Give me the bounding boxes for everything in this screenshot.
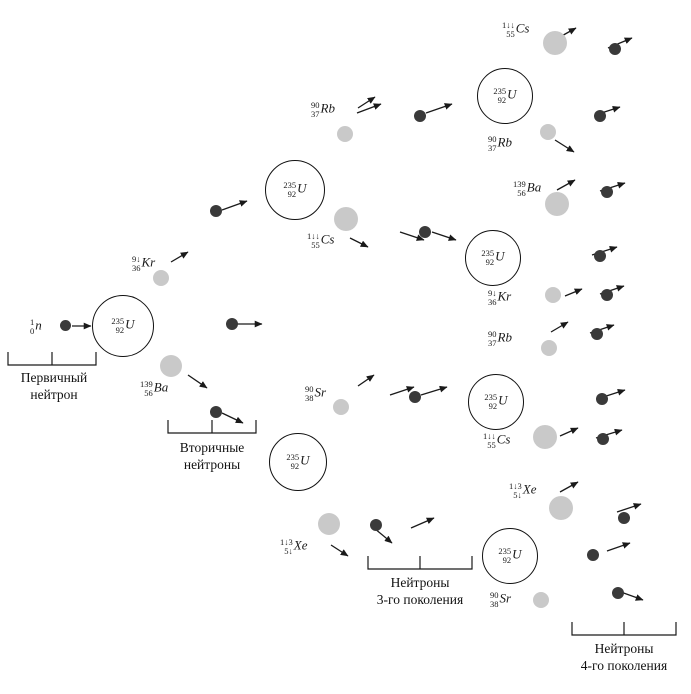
caption-gen1-line2: нейтрон bbox=[30, 386, 78, 402]
neutron bbox=[591, 328, 603, 340]
caption-gen4 bbox=[564, 641, 684, 675]
fragment-label-rb: 90 37 Rb bbox=[311, 100, 335, 119]
uranium-label: 235 92 U bbox=[286, 452, 310, 471]
fragment bbox=[333, 399, 349, 415]
fragment-label-cs: 1↓↓ 55 Cs bbox=[502, 20, 530, 39]
neutron bbox=[612, 587, 624, 599]
neutron bbox=[210, 406, 222, 418]
uranium-nucleus bbox=[482, 528, 538, 584]
fragment bbox=[540, 124, 556, 140]
neutron bbox=[409, 391, 421, 403]
uranium-label: 235 92 U bbox=[484, 392, 508, 411]
neutron bbox=[226, 318, 238, 330]
uranium-nucleus bbox=[468, 374, 524, 430]
fragment-label-cs: 1↓↓ 55 Cs bbox=[483, 431, 511, 450]
neutron bbox=[594, 250, 606, 262]
fragment-label-xe: 1↓3 5↓ Xe bbox=[509, 481, 537, 500]
fragment bbox=[549, 496, 573, 520]
fragment bbox=[533, 425, 557, 449]
caption-gen1-line1: Первичный bbox=[20, 370, 88, 385]
fragment-label-rb: 90 37 Rb bbox=[488, 134, 512, 153]
uranium-label: 235 92 U bbox=[283, 180, 307, 199]
fragment-label-sr: 90 38 Sr bbox=[305, 384, 327, 403]
fragment-label-xe: 1↓3 5↓ Xe bbox=[280, 537, 308, 556]
neutron bbox=[618, 512, 630, 524]
fragment bbox=[541, 340, 557, 356]
neutron bbox=[597, 433, 609, 445]
uranium-nucleus bbox=[269, 433, 327, 491]
fragment-label-rb: 90 37 Rb bbox=[488, 329, 512, 348]
fragment bbox=[334, 207, 358, 231]
caption-gen3-line2: 3-го поколения bbox=[376, 591, 464, 607]
neutron bbox=[210, 205, 222, 217]
caption-gen2 bbox=[162, 440, 262, 474]
uranium-label: 235 92 U bbox=[111, 316, 135, 335]
caption-gen3-line1: Нейтроны bbox=[390, 575, 450, 590]
neutron bbox=[609, 43, 621, 55]
fragment-label-kr: 9↓ 36 Kr bbox=[488, 288, 512, 307]
fragment-label-sr: 90 38 Sr bbox=[490, 590, 512, 609]
uranium-nucleus bbox=[265, 160, 325, 220]
caption-gen4-line2: 4-го поколения bbox=[580, 657, 668, 673]
neutron bbox=[596, 393, 608, 405]
uranium-label: 235 92 U bbox=[481, 248, 505, 267]
fragment-label-kr: 9↓ 36 Kr bbox=[132, 254, 156, 273]
neutron bbox=[594, 110, 606, 122]
uranium-label: 235 92 U bbox=[493, 86, 517, 105]
initial-neutron-label: 1 0 n bbox=[30, 317, 42, 336]
fragment bbox=[318, 513, 340, 535]
fragment-label-ba: 139 56 Ba bbox=[140, 379, 169, 398]
neutron bbox=[419, 226, 431, 238]
fragment-label-cs: 1↓↓ 55 Cs bbox=[307, 231, 335, 250]
fragment-label-ba: 139 56 Ba bbox=[513, 179, 542, 198]
neutron bbox=[370, 519, 382, 531]
neutron bbox=[601, 289, 613, 301]
neutron bbox=[414, 110, 426, 122]
uranium-nucleus bbox=[92, 295, 154, 357]
fragment bbox=[160, 355, 182, 377]
fragment bbox=[545, 192, 569, 216]
caption-gen1 bbox=[4, 370, 104, 404]
uranium-label: 235 92 U bbox=[498, 546, 522, 565]
fragment bbox=[543, 31, 567, 55]
fragment bbox=[337, 126, 353, 142]
caption-gen3 bbox=[360, 575, 480, 609]
neutron bbox=[601, 186, 613, 198]
fragment bbox=[153, 270, 169, 286]
neutron bbox=[587, 549, 599, 561]
uranium-nucleus bbox=[477, 68, 533, 124]
caption-gen2-line1: Вторичные bbox=[179, 440, 245, 455]
fragment bbox=[545, 287, 561, 303]
uranium-nucleus bbox=[465, 230, 521, 286]
neutron bbox=[60, 320, 71, 331]
caption-gen4-line1: Нейтроны bbox=[594, 641, 654, 656]
fragment bbox=[533, 592, 549, 608]
caption-gen2-line2: нейтроны bbox=[183, 456, 241, 472]
